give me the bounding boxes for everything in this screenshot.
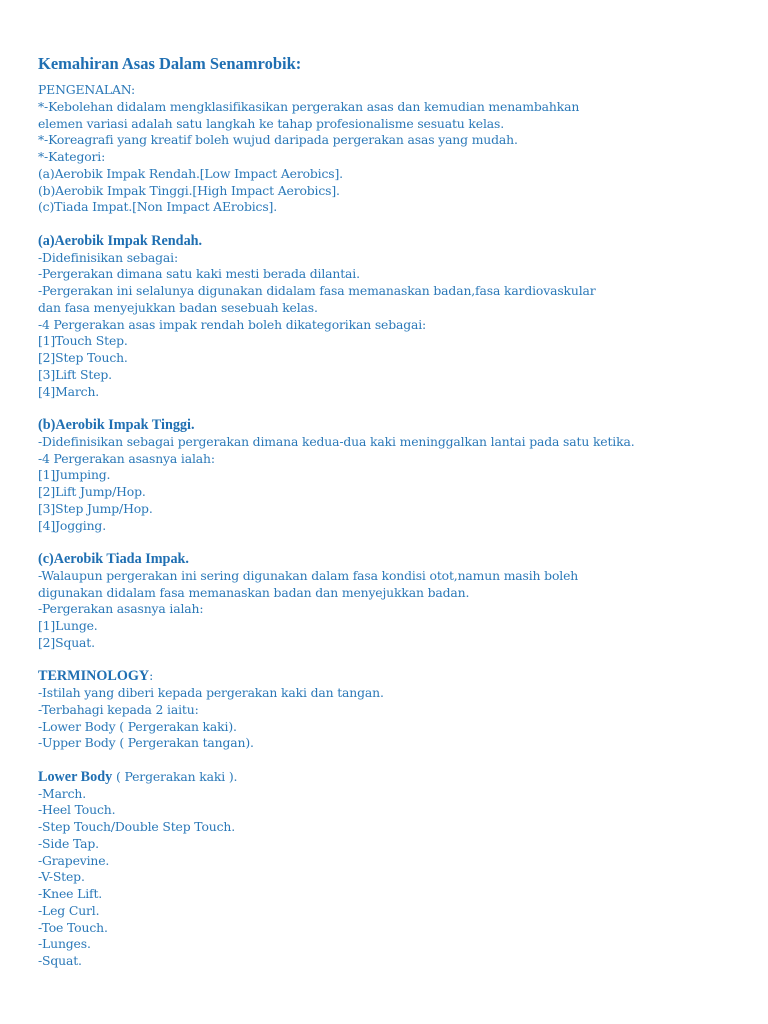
list-item: [1]Touch Step. xyxy=(38,333,128,349)
text-line: -Pergerakan dimana satu kaki mesti berada dilantai. xyxy=(38,266,360,282)
list-item: -Squat. xyxy=(38,953,82,968)
section-heading: Lower Body xyxy=(38,768,113,785)
list-item: -Lunges. xyxy=(38,936,91,952)
text-line: elemen variasi adalah satu langkah ke tahap profesionalisme sesuatu kelas. xyxy=(38,115,505,131)
list-item: -Heel Touch. xyxy=(38,802,116,818)
lower-body-heading-line xyxy=(38,769,738,786)
text-line: -Pergerakan ini selalunya digunakan didalam fasa memanaskan badan,fasa kardiovaskular xyxy=(38,283,596,298)
list-item: [2]Squat. xyxy=(38,634,95,650)
list-item: -Side Tap. xyxy=(38,835,99,851)
list-item: (a)Aerobik Impak Rendah.[Low Impact Aerobics]. xyxy=(38,165,343,181)
text-line: -4 Pergerakan asasnya ialah: xyxy=(38,450,215,466)
list-item: [4]March. xyxy=(38,383,100,399)
list-item: [1]Lunge. xyxy=(38,618,98,633)
list-item: [3]Step Jump/Hop. xyxy=(38,500,153,516)
text-line: -Didefinisikan sebagai pergerakan dimana kedua-dua kaki meninggalkan lantai pada satu ketika. xyxy=(38,433,635,449)
list-item: [2]Lift Jump/Hop. xyxy=(38,484,146,499)
section-terminology xyxy=(38,668,738,752)
text-line: -Terbahagi kepada 2 iaitu: xyxy=(38,701,199,717)
list-item: (c)Tiada Impat.[Non Impact AErobics]. xyxy=(38,199,278,215)
section-tiada-impak xyxy=(38,551,738,652)
text-line: -Istilah yang diberi kepada pergerakan kaki dan tangan. xyxy=(38,685,384,700)
document-page xyxy=(38,54,738,970)
heading-suffix: : xyxy=(149,668,154,684)
text-line: -Upper Body ( Pergerakan tangan). xyxy=(38,735,254,751)
spacer xyxy=(38,400,738,417)
section-heading: (c)Aerobik Tiada Impak. xyxy=(38,551,189,567)
section-heading: (b)Aerobik Impak Tinggi. xyxy=(38,417,195,433)
document-title: Kemahiran Asas Dalam Senamrobik: xyxy=(38,54,302,73)
text-line: -Didefinisikan sebagai: xyxy=(38,249,178,265)
text-line: dan fasa menyejukkan badan sesebuah kelas. xyxy=(38,299,318,315)
list-item: [2]Step Touch. xyxy=(38,350,128,365)
text-line: *-Kebolehan didalam mengklasifikasikan pergerakan asas dan kemudian menambahkan xyxy=(38,98,580,114)
text-line: -Lower Body ( Pergerakan kaki). xyxy=(38,718,237,734)
list-item: -Knee Lift. xyxy=(38,886,103,901)
section-heading: (a)Aerobik Impak Rendah. xyxy=(38,232,203,249)
text-line: -Pergerakan asasnya ialah: xyxy=(38,601,204,617)
list-item: -Step Touch/Double Step Touch. xyxy=(38,819,236,834)
list-item: -March. xyxy=(38,785,86,801)
text-line: *-Kategori: xyxy=(38,149,106,164)
spacer xyxy=(38,534,738,551)
terminology-heading-line xyxy=(38,668,738,685)
spacer xyxy=(38,752,738,769)
list-item: -V-Step. xyxy=(38,869,85,885)
list-item: -Grapevine. xyxy=(38,852,110,868)
spacer xyxy=(38,216,738,233)
list-item: (b)Aerobik Impak Tinggi.[High Impact Aerobics]. xyxy=(38,182,340,198)
text-line: -Walaupun pergerakan ini sering digunakan dalam fasa kondisi otot,namun masih boleh xyxy=(38,567,579,583)
list-item: -Leg Curl. xyxy=(38,902,100,918)
pengenalan-section xyxy=(38,82,738,216)
list-item: [1]Jumping. xyxy=(38,467,111,483)
section-heading: TERMINOLOGY xyxy=(38,668,150,685)
section-lower-body xyxy=(38,769,738,970)
text-line: -4 Pergerakan asas impak rendah boleh dikategorikan sebagai: xyxy=(38,316,427,332)
text-line: *-Koreagrafi yang kreatif boleh wujud daripada pergerakan asas yang mudah. xyxy=(38,132,518,148)
pengenalan-heading: PENGENALAN: xyxy=(38,82,136,97)
list-item: -Toe Touch. xyxy=(38,919,108,935)
list-item: [4]Jogging. xyxy=(38,517,107,533)
list-item: [3]Lift Step. xyxy=(38,366,112,382)
text-line: digunakan didalam fasa memanaskan badan dan menyejukkan badan. xyxy=(38,584,470,600)
spacer xyxy=(38,652,738,669)
section-impak-rendah xyxy=(38,233,738,401)
section-impak-tinggi xyxy=(38,417,738,534)
heading-suffix: ( Pergerakan kaki ). xyxy=(112,768,238,784)
